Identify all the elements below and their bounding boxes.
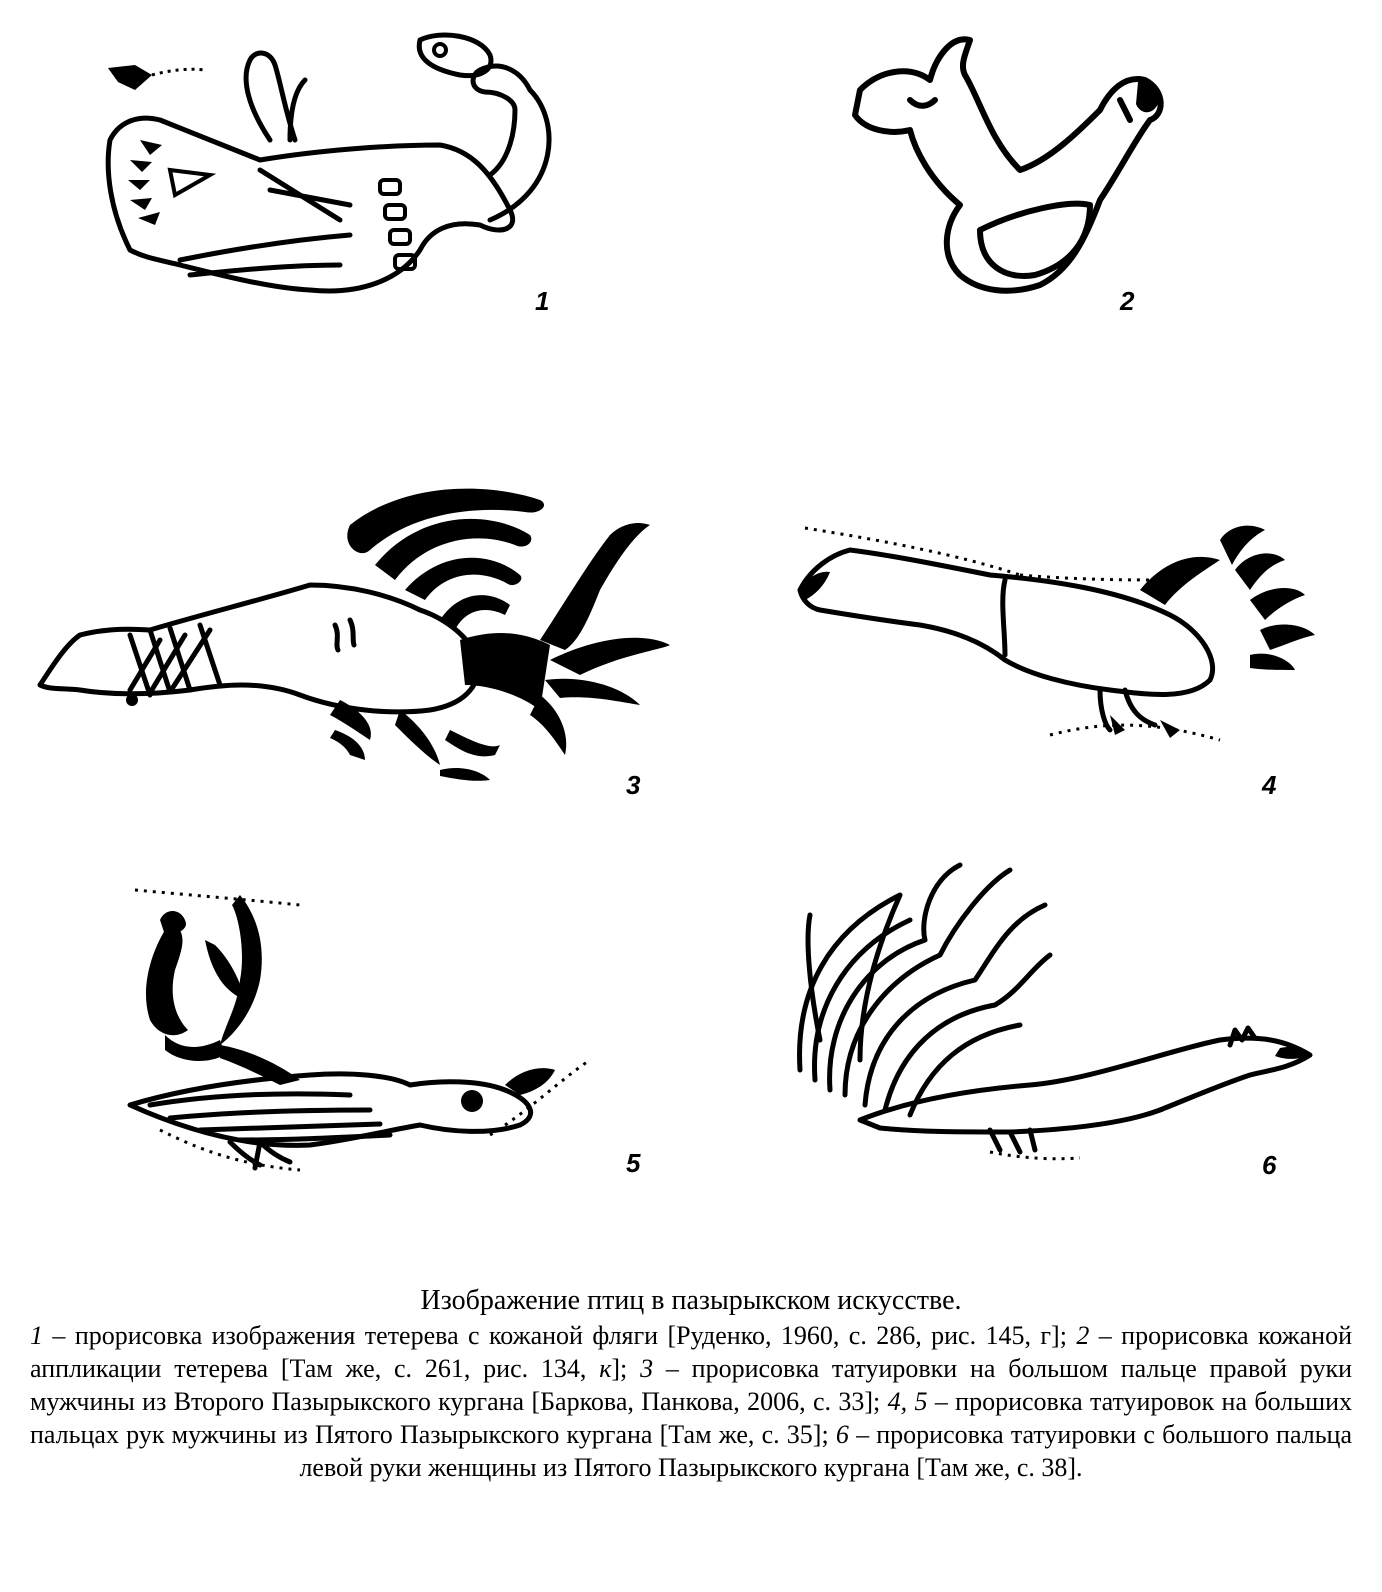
figure-panel-4 (780, 500, 1350, 810)
caption-item-text: – прорисовка татуировок на больших пальцах рук мужчины из Пятого Пазырыкского кургана [Там же, с. 35]; (30, 1387, 1353, 1449)
caption-item-italic-letter: к (599, 1354, 612, 1383)
bird-5-drawing (110, 880, 670, 1180)
caption-item-number: 2 (1076, 1321, 1090, 1350)
panel-number: 1 (535, 286, 550, 316)
figure-panel-5 (110, 880, 670, 1180)
caption-item-number: 4, 5 (887, 1387, 928, 1416)
panel-number: 4 (1262, 770, 1277, 800)
caption-item-text: – прорисовка кожаной аппликации тетерева [Там же, с. 261, рис. 134, (30, 1321, 1352, 1383)
panel-number: 6 (1262, 1150, 1277, 1180)
caption-item-text: – прорисовка татуировки на большом пальце правой руки мужчины из Второго Пазырыкского кургана [Баркова, Панкова, 2006, с. 33]; (30, 1354, 1353, 1416)
figure-caption (30, 1283, 1352, 1484)
caption-item-number: 6 (835, 1420, 849, 1449)
panel-number: 5 (626, 1148, 641, 1178)
caption-item-number: 1 (30, 1321, 43, 1350)
caption-item-text: – прорисовка изображения тетерева с кожаной фляги [Руденко, 1960, с. 286, рис. 145, г]; (43, 1321, 1077, 1350)
caption-item-text: – прорисовка татуировки с большого пальца левой руки женщины из Пятого Пазырыкского кургана [Там же, с. 38]. (299, 1420, 1353, 1482)
figure-panel-2 (820, 20, 1180, 320)
panel-number: 2 (1120, 286, 1135, 316)
figure-panel-3 (20, 480, 700, 810)
caption-body (30, 1319, 1352, 1484)
bird-2-drawing (820, 20, 1180, 320)
caption-item-text-tail: ]; (611, 1354, 641, 1383)
bird-3-drawing (20, 480, 700, 810)
bird-6-drawing (790, 840, 1340, 1180)
figure-panel-6 (790, 840, 1340, 1180)
bird-4-drawing (780, 500, 1350, 810)
caption-title: Изображение птиц в пазырыкском искусстве. (420, 1285, 962, 1316)
figure-panel-1 (90, 20, 570, 320)
panel-number: 3 (626, 770, 641, 800)
bird-1-drawing (90, 20, 570, 320)
caption-item-number: 3 (640, 1354, 654, 1383)
